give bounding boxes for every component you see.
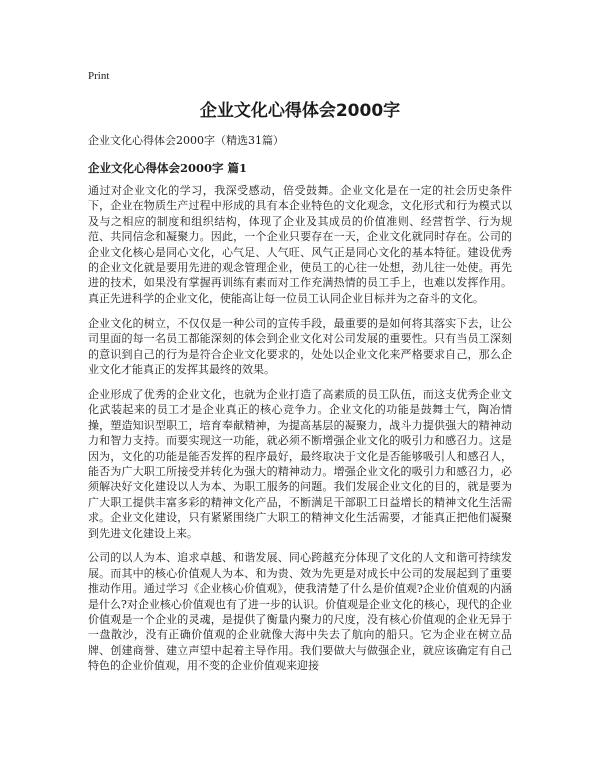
document-subtitle: 企业文化心得体会2000字（精选31篇）	[88, 134, 284, 147]
page-title: 企业文化心得体会2000字	[199, 101, 401, 121]
paragraph: 通过对企业文化的学习，我深受感动，倍受鼓舞。企业文化是在一定的社会历史条件下，企业在物质生产过程中形成的具有本企业特色的文化观念，文化形式和行为模式以及与之相应的制度和组织结构，体现了企业及其成员的价值准则、经营哲学、行为规范、共同信念和凝聚力。因此，一个企业只要存在一天，企业文化就同时存在。公司的企业文化核心是同心文化，心气足、人气旺、风气正是同心文化的基本特征。建设优秀的企业文化就是要用先进的观念管理企业，使员工的心往一处想，劲儿往一处使。再先进的技术，如果没有掌握再训练有素而对工作充满热情的员工手上，也难以发挥作用。真正先进科学的企业文化，使能高让每一位员工认同企业目标并为之奋斗的文化。	[88, 184, 512, 305]
document-body	[88, 183, 512, 683]
paragraph: 公司的以人为本、追求卓越、和谐发展、同心跨越充分体现了文化的人文和谐可持续发展。而其中的核心价值观人为本、和为贵、效为先更是对成长中公司的发展起到了重要推动作用。通过学习《企业核心价值观》，使我清楚了什么是价值观?企业价值观的内涵是什么?对企业核心价值观也有了进一步的认识。价值观是企业文化的核心，现代的企业价值观是一个企业的灵魂，是提供了衡量内聚力的尺度，没有核心价值观的企业无异于一盘散沙，没有正确价值观的企业就像大海中失去了航向的船只。它为企业在树立品牌、创建商誉、建立声望中起着主导作用。我们要做大与做强企业，就应该确定有自己特色的企业价值观，用不变的企业价值观来迎接	[88, 551, 512, 673]
section-heading: 企业文化心得体会2000字 篇1	[88, 161, 248, 175]
paragraph: 企业形成了优秀的企业文化，也就为企业打造了高素质的员工队伍，而这支优秀企业文化武装起来的员工才是企业真正的核心竞争力。企业文化的功能是鼓舞士气，陶冶情操，塑造知识型职工，培育奉献精神，为提高基层的凝聚力，战斗力提供强大的精神动力和智力支持。而要实现这一功能，就必须不断增强企业文化的吸引力和感召力。这是因为，文化的功能是能否发挥的程序最好，最终取决于文化是否能够吸引人和感召人，能否为广大职工所接受并转化为强大的精神动力。增强企业文化的吸引力和感召力，必须解决好文化建设以人为本、为职工服务的问题。我们发展企业文化的目的，就是要为广大职工提供丰富多彩的精神文化产品，不断满足干部职工日益增长的精神文化生活需求。企业文化建设，只有紧紧围绕广大职工的精神文化生活需要，才能真正把他们凝聚到先进文化建设上来。	[88, 387, 512, 540]
print-link[interactable]: Print	[88, 70, 110, 82]
paragraph: 企业文化的树立，不仅仅是一种公司的宣传手段，最重要的是如何将其落实下去，让公司里面的每一名员工都能深刻的体会到企业文化对公司发展的重要性。只有当员工深刻的意识到自己的行为是符合企业文化要求的，处处以企业文化来严格要求自己，那么企业文化才能真正的发挥其最终的效果。	[88, 316, 512, 376]
